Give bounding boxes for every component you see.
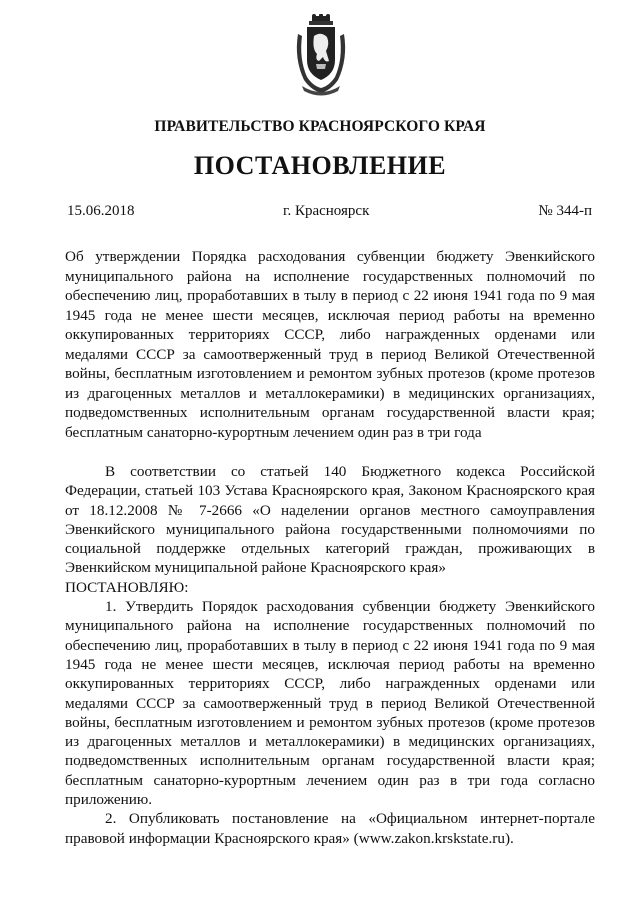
item-1-paragraph: 1. Утвердить Порядок расходования субвенции бюджету Эвенкийского муниципального района на исполнение государственных полномочий по обеспечению лиц, проработавших в тылу в период с 22 июня 1941 года по 9 мая 1945 года не менее шести месяцев, исключая период работы на временно оккупированных территориях СССР, либо награжденных орденами или медалями СССР за самоотверженный труд в период Великой Отечественной войны, бесплатным изготовлением и ремонтом зубных протезов (кроме протезов из драгоценных металлов и металлокерамики) в медицинских организациях, подведомственных исполнительным органам государственной власти края; бесплатным санаторно-курортным лечением один раз в три года согласно приложению.	[65, 598, 595, 809]
coat-of-arms-emblem	[294, 14, 348, 98]
document-subject: Об утверждении Порядка расходования субвенции бюджету Эвенкийского муниципального района на исполнение государственных полномочий по обеспечению лиц, проработавших в тылу в период с 22 июня 1941 года по 9 мая 1945 года не менее шести месяцев, исключая период работы на временно оккупированных территориях СССР, либо награжденных орденами или медалями СССР за самоотверженный труд в период Великой Отечественной войны, бесплатным изготовлением и ремонтом зубных протезов (кроме протезов из драгоценных металлов и металлокерамики) в медицинских организациях, подведомственных исполнительным органам государственной власти края; бесплатным санаторно-курортным лечением один раз в три года	[65, 248, 595, 441]
resolve-heading: ПОСТАНОВЛЯЮ:	[65, 578, 189, 596]
document-city: г. Красноярск	[283, 203, 370, 219]
organization-name: ПРАВИТЕЛЬСТВО КРАСНОЯРСКОГО КРАЯ	[154, 118, 486, 135]
document-number: № 344-п	[538, 203, 592, 219]
document-date: 15.06.2018	[67, 203, 135, 219]
preamble-paragraph: В соответствии со статьей 140 Бюджетного кодекса Российской Федерации, статьей 103 Устава Красноярского края, Законом Красноярского края от 18.12.2008 № 7-2666 «О наделении органов местного самоуправления Эвенкийского муниципального района государственными полномочиями по социальной поддержке отдельных категорий граждан, проживающих в Эвенкийском муниципальной районе Красноярского края»	[65, 463, 595, 577]
item-2-paragraph: 2. Опубликовать постановление на «Официальном интернет-портале правовой информации Красноярского края» (www.zakon.krskstate.ru).	[65, 810, 595, 847]
document-body	[65, 462, 595, 848]
document-type-title: ПОСТАНОВЛЕНИЕ	[193, 151, 447, 180]
